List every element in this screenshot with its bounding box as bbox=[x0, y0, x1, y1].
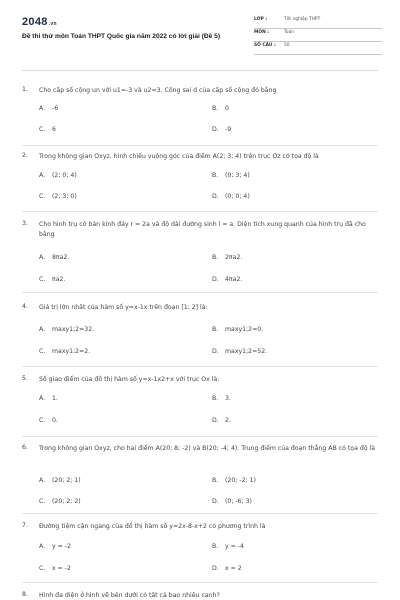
option-letter: B. bbox=[212, 395, 219, 402]
question-text: Số giao điểm của đồ thị hàm số y=x-1x2+x với trục Ox là: bbox=[39, 376, 220, 383]
header-divider bbox=[22, 70, 378, 71]
option-d[interactable] bbox=[212, 276, 242, 283]
option-text: πa2. bbox=[52, 276, 66, 283]
option-text: maxy1;2=0. bbox=[225, 326, 264, 333]
question-text: Cho hình trụ có bán kính đáy r = 2a và độ dài đường sinh l = a. Diện tích xung quanh của hình trụ đã cho bằng bbox=[39, 221, 366, 238]
meta-row-subject bbox=[254, 29, 382, 42]
question-number: 5. bbox=[22, 375, 28, 382]
question-text: Hình đa diện ở hình vẽ bên dưới có tất cả bao nhiêu cạnh? bbox=[39, 592, 220, 599]
option-c[interactable] bbox=[39, 417, 58, 424]
option-letter: A. bbox=[39, 254, 46, 261]
site-logo[interactable] bbox=[22, 16, 57, 28]
option-letter: A. bbox=[39, 543, 46, 550]
option-text: 2. bbox=[225, 417, 231, 424]
option-letter: A. bbox=[39, 395, 46, 402]
option-letter: C. bbox=[39, 126, 46, 133]
option-letter: B. bbox=[212, 477, 219, 484]
option-text: maxy1;2=52. bbox=[225, 348, 268, 355]
option-b[interactable] bbox=[212, 395, 231, 402]
option-text: 6 bbox=[52, 126, 56, 133]
option-a[interactable] bbox=[39, 477, 81, 484]
option-letter: D. bbox=[212, 417, 219, 424]
option-c[interactable] bbox=[39, 276, 65, 283]
option-letter: C. bbox=[39, 348, 46, 355]
option-letter: D. bbox=[212, 193, 219, 200]
option-text: (0; -6; 3) bbox=[225, 498, 252, 505]
question-number: 2. bbox=[22, 152, 28, 159]
question-number: 6. bbox=[22, 444, 28, 451]
option-letter: D. bbox=[212, 276, 219, 283]
meta-label: MÔN : bbox=[254, 30, 270, 35]
option-b[interactable] bbox=[212, 254, 242, 261]
option-text: (0; 0; 4) bbox=[225, 193, 250, 200]
option-text: 0 bbox=[225, 105, 229, 112]
question-divider bbox=[22, 436, 378, 437]
meta-value: Tốt nghiệp THPT bbox=[284, 17, 321, 22]
option-a[interactable] bbox=[39, 543, 71, 550]
option-letter: D. bbox=[212, 126, 219, 133]
option-text: x = -2 bbox=[52, 565, 71, 572]
option-a[interactable] bbox=[39, 105, 58, 112]
option-text: 0. bbox=[52, 417, 58, 424]
meta-value: 50 bbox=[284, 43, 290, 48]
option-letter: B. bbox=[212, 543, 219, 550]
meta-value: Toán bbox=[284, 30, 295, 35]
meta-label: SỐ CÂU : bbox=[254, 43, 276, 48]
option-d[interactable] bbox=[212, 126, 231, 133]
option-a[interactable] bbox=[39, 395, 58, 402]
question-divider bbox=[22, 292, 378, 293]
question-number: 7. bbox=[22, 522, 28, 529]
option-text: maxy1;2=32. bbox=[52, 326, 95, 333]
question-text: Cho cấp số cộng un với u1=-3 và u2=3. Công sai d của cấp số cộng đó bằng bbox=[39, 87, 277, 94]
option-letter: C. bbox=[39, 417, 46, 424]
question-number: 8. bbox=[22, 591, 28, 598]
option-text: (20; -2; 1) bbox=[225, 477, 256, 484]
question-number: 3. bbox=[22, 220, 28, 227]
question-divider bbox=[22, 145, 378, 146]
option-text: -6 bbox=[52, 105, 59, 112]
option-text: (20; 2; 1) bbox=[52, 477, 81, 484]
question-text: Giá trị lớn nhất của hàm số y=x-1x trên đoạn [1; 2] là: bbox=[39, 304, 208, 311]
option-letter: B. bbox=[212, 105, 219, 112]
option-letter: C. bbox=[39, 193, 46, 200]
option-letter: D. bbox=[212, 498, 219, 505]
option-text: y = -2 bbox=[52, 543, 71, 550]
option-text: x = 2 bbox=[225, 565, 242, 572]
option-text: 4πa2. bbox=[225, 276, 243, 283]
option-b[interactable] bbox=[212, 326, 263, 333]
logo-suffix: .vn bbox=[48, 21, 57, 27]
document-title: Đề thi thử môn Toán THPT Quốc gia năm 2022 có lời giải (Đề 5) bbox=[22, 33, 221, 40]
document-header bbox=[22, 12, 382, 62]
question-divider bbox=[22, 366, 378, 367]
option-b[interactable] bbox=[212, 477, 256, 484]
option-letter: D. bbox=[212, 565, 219, 572]
option-text: 8πa2. bbox=[52, 254, 70, 261]
option-c[interactable] bbox=[39, 193, 77, 200]
option-d[interactable] bbox=[212, 565, 242, 572]
option-c[interactable] bbox=[39, 348, 90, 355]
question-number: 1. bbox=[22, 86, 28, 93]
option-d[interactable] bbox=[212, 498, 252, 505]
question-text: Trong không gian Oxyz, cho hai điểm A(20; 8; -2) và B(20; -4; 4). Trung điểm của đoạn thẳng AB có tọa độ là bbox=[39, 445, 376, 452]
question-divider bbox=[22, 513, 378, 514]
option-d[interactable] bbox=[212, 348, 267, 355]
option-text: (2; 0; 4) bbox=[52, 172, 77, 179]
logo-text: 2048 bbox=[22, 16, 48, 28]
option-letter: B. bbox=[212, 254, 219, 261]
option-b[interactable] bbox=[212, 172, 250, 179]
option-a[interactable] bbox=[39, 326, 94, 333]
question-divider bbox=[22, 211, 378, 212]
question-divider bbox=[22, 582, 378, 583]
meta-row-class bbox=[254, 16, 382, 29]
option-letter: A. bbox=[39, 477, 46, 484]
option-letter: C. bbox=[39, 276, 46, 283]
option-a[interactable] bbox=[39, 172, 77, 179]
option-text: (0; 3; 4) bbox=[225, 172, 250, 179]
document-meta bbox=[254, 16, 382, 55]
option-a[interactable] bbox=[39, 254, 69, 261]
option-letter: D. bbox=[212, 348, 219, 355]
question-text: Đường tiệm cận ngang của đồ thị hàm số y=2x-8-x+2 có phương trình là bbox=[39, 523, 266, 530]
option-text: maxy1;2=2. bbox=[52, 348, 91, 355]
option-letter: B. bbox=[212, 172, 219, 179]
option-letter: A. bbox=[39, 326, 46, 333]
option-c[interactable] bbox=[39, 498, 81, 505]
option-letter: C. bbox=[39, 498, 46, 505]
option-letter: A. bbox=[39, 105, 46, 112]
question-number: 4. bbox=[22, 303, 28, 310]
option-text: 2πa2. bbox=[225, 254, 243, 261]
option-letter: C. bbox=[39, 565, 46, 572]
option-letter: A. bbox=[39, 172, 46, 179]
option-text: (20; 2; 2) bbox=[52, 498, 81, 505]
option-d[interactable] bbox=[212, 193, 250, 200]
option-c[interactable] bbox=[39, 126, 56, 133]
option-d[interactable] bbox=[212, 417, 231, 424]
question-text: Trong không gian Oxyz, hình chiếu vuông góc của điểm A(2; 3; 4) trên trục Oz có tọa độ là bbox=[39, 153, 319, 160]
option-letter: B. bbox=[212, 326, 219, 333]
option-text: 3. bbox=[225, 395, 231, 402]
meta-label: LỚP : bbox=[254, 17, 268, 22]
option-text: 1. bbox=[52, 395, 58, 402]
option-text: y = -4 bbox=[225, 543, 244, 550]
option-c[interactable] bbox=[39, 565, 71, 572]
option-b[interactable] bbox=[212, 543, 244, 550]
meta-row-count bbox=[254, 42, 382, 55]
option-text: -9 bbox=[225, 126, 232, 133]
option-b[interactable] bbox=[212, 105, 229, 112]
option-text: (2; 3; 0) bbox=[52, 193, 77, 200]
